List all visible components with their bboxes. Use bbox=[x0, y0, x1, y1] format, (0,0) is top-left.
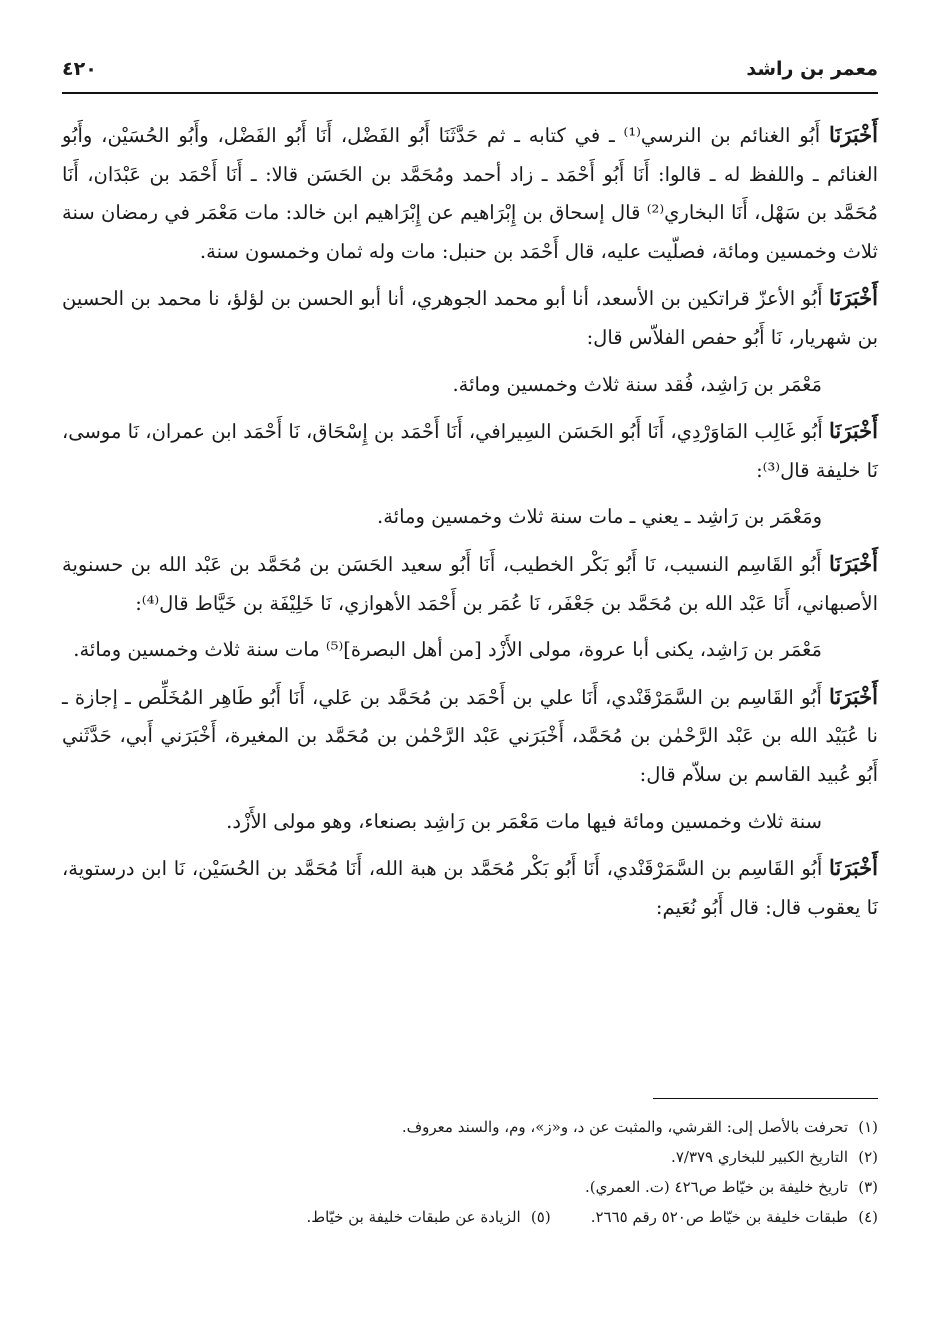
footnote bbox=[62, 1112, 878, 1142]
paragraph bbox=[62, 498, 878, 537]
footnote bbox=[62, 1142, 878, 1172]
paragraph bbox=[62, 366, 878, 405]
footnote-text: تاريخ خليفة بن خيّاط ص٤٢٦ (ت. العمري). bbox=[584, 1178, 848, 1196]
footnotes bbox=[62, 1112, 878, 1232]
paragraph bbox=[62, 849, 878, 927]
paragraph-lead: أَخْبَرَنَا bbox=[829, 683, 878, 709]
paragraph-text: مَعْمَر بن رَاشِد، يكنى أبا عروة، مولى الأَزْد [من أهل البصرة]⁽⁵⁾ مات سنة ثلاث وخمسين ومائة. bbox=[73, 638, 822, 662]
footnote-text: التاريخ الكبير للبخاري ٧/٣٧٩. bbox=[671, 1148, 848, 1166]
main-text bbox=[62, 116, 878, 935]
paragraph-text: أَبُو القَاسِم بن السَّمَرْقَنْدي، أَنَا علي بن أَحْمَد بن مُحَمَّد بن عَلي، أَنَا أَبُو طَاهِر المُخَلِّص ـ إجازة ـ نا عُبَيْد الله بن عَبْد الرَّحْمٰن بن مُحَمَّد، أَخْبَرَني عَبْد الرَّحْمٰن بن مُحَمَّد بن المغيرة، أَخْبَرَني أَبي، حَدَّثَني أَبُو عُبيد القاسم بن سلاّم قال: bbox=[62, 685, 878, 786]
paragraph-text: أَبُو غَالِب المَاوَرْدِي، أَنَا أَبُو الحَسَن السِيرافي، أَنَا أَحْمَد بن إِسْحَاق، نَا أَحْمَد ابن عمران، نَا موسى، نَا خليفة قال⁽³⁾: bbox=[62, 420, 878, 482]
page-number: ٤٢٠ bbox=[62, 58, 97, 80]
footnote-text: تحرفت بالأصل إلى: القرشي، والمثبت عن د، و«ز»، وم، والسند معروف. bbox=[401, 1118, 848, 1136]
footnote bbox=[62, 1172, 878, 1202]
paragraph-text: مَعْمَر بن رَاشِد، فُقد سنة ثلاث وخمسين ومائة. bbox=[452, 372, 822, 396]
running-title: معمر بن راشد bbox=[746, 58, 878, 80]
paragraph-lead: أَخْبَرَنَا bbox=[829, 550, 878, 576]
footnote-rule bbox=[653, 1098, 878, 1099]
footnote-number: (٥) bbox=[530, 1208, 551, 1226]
paragraph bbox=[62, 116, 878, 271]
paragraph bbox=[62, 631, 878, 670]
paragraph bbox=[62, 803, 878, 842]
footnote bbox=[591, 1202, 878, 1232]
paragraph-lead: أَخْبَرَنَا bbox=[829, 855, 878, 881]
header-rule bbox=[62, 92, 878, 94]
paragraph-text: أَبُو الأعزّ قراتكين بن الأسعد، أنا أبو محمد الجوهري، أنا أبو الحسن بن لؤلؤ، نا محمد بن الحسين بن شهريار، نَا أَبُو حفص الفلاّس قال: bbox=[62, 287, 878, 349]
paragraph-text: أَبُو الغنائم بن النرسي⁽¹⁾ ـ في كتابه ـ ثم حَدَّثَنَا أَبُو الفَضْل، أَنَا أَبُو الفَضْل، وأَبُو الحُسَيْن، وأَبُو الغنائم ـ واللفظ له ـ قالوا: أَنَا أَبُو أَحْمَد ـ زاد أحمد ومُحَمَّد بن الحَسَن قالا: ـ أَنَا أَحْمَد بن عَبْدَان، أَنَا مُحَمَّد بن سَهْل، أَنَا البخاري⁽²⁾ قال إسحاق بن إِبْرَاهيم عن إِبْرَاهيم ابن خالد: مات مَعْمَر في رمضان سنة ثلاث وخمسين ومائة، فصلّيت عليه، قال أَحْمَد بن حنبل: مات وله ثمان وخمسون سنة. bbox=[62, 124, 878, 263]
paragraph-lead: أَخْبَرَنَا bbox=[829, 418, 878, 444]
paragraph-text: أَبُو القَاسِم بن السَّمَرْقَنْدي، أَنَا أَبُو بَكْر مُحَمَّد بن هبة الله، أَنَا مُحَمَّد بن الحُسَيْن، نَا ابن درستوية، نَا يعقوب قال: قال أَبُو نُعَيم: bbox=[62, 857, 878, 919]
paragraph-lead: أَخْبَرَنَا bbox=[829, 122, 878, 147]
paragraph-lead: أَخْبَرَنَا bbox=[829, 285, 878, 311]
footnote-text: الزيادة عن طبقات خليفة بن خيّاط. bbox=[306, 1208, 521, 1226]
paragraph bbox=[62, 545, 878, 623]
footnote-number: (٢) bbox=[858, 1148, 878, 1166]
paragraph-text: أَبُو القَاسِم النسيب، نَا أَبُو بَكْر الخطيب، أَنَا أَبُو سعيد الحَسَن بن مُحَمَّد بن عَبْد الله بن حسنوية الأصبهاني، أَنَا عَبْد الله بن مُحَمَّد بن جَعْفَر، نَا عُمَر بن أَحْمَد الأهوازي، نَا خَلِيْفَة بن خَيَّاط قال⁽⁴⁾: bbox=[62, 552, 878, 615]
running-header bbox=[62, 52, 878, 86]
footnote-number: (١) bbox=[858, 1118, 878, 1136]
footnote-number: (٣) bbox=[858, 1178, 878, 1196]
footnote-number: (٤) bbox=[858, 1208, 878, 1226]
paragraph-text: سنة ثلاث وخمسين ومائة فيها مات مَعْمَر بن رَاشِد بصنعاء، وهو مولى الأَزْد. bbox=[226, 809, 822, 833]
paragraph-text: ومَعْمَر بن رَاشِد ـ يعني ـ مات سنة ثلاث وخمسين ومائة. bbox=[377, 505, 822, 529]
paragraph bbox=[62, 678, 878, 795]
paragraph bbox=[62, 279, 878, 357]
paragraph bbox=[62, 412, 878, 490]
footnote-row bbox=[62, 1202, 878, 1232]
footnote bbox=[306, 1202, 550, 1232]
footnote-text: طبقات خليفة بن خيّاط ص٥٢٠ رقم ٢٦٦٥. bbox=[590, 1208, 848, 1226]
